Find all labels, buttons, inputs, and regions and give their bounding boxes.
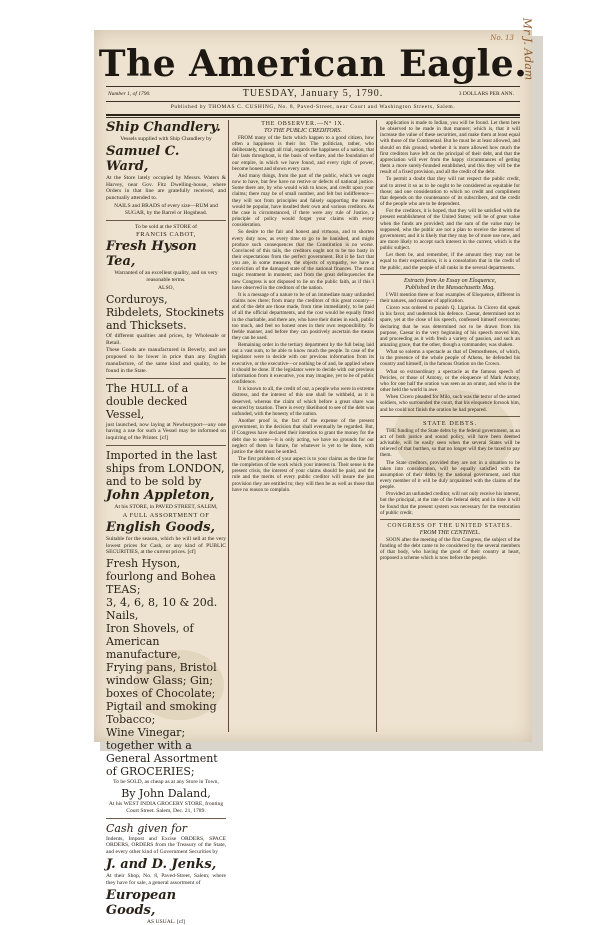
publisher-rule-thin: [106, 117, 520, 118]
paragraph: Cicero was ordered to punish Q. Ligarius. In Cicero did speak in his favor, and undertook his defence. Caesar, determined not to spare, yet at the close of his speech, confessed himself overcome; declaring that he was determined not to be drawn from his purpose, Caesar in the very beginning of his speech moved him, and proceeding as it with fresh a variety of passion, and such an amazing grace, that the other, though a commander, was shaken.: [380, 305, 520, 348]
ad-line: Of different qualities and prices, by Wholesale or Retail.: [106, 333, 226, 347]
ad-line: Cash given for: [106, 822, 226, 835]
ad-line: Imported in the last ships from LONDON, and to be sold by: [106, 449, 226, 488]
paragraph: So desire to the fair and honest and virtuous, and to shorten every duty now, as every time to go to be banished, and might produce such consequences that the Constitution is no worse. Convinced of this tails, the creditors ought not to be too basty in their expectations from the perfect government. But it be fact that you are, in some measure, the objects of sympathy, we have a conviction of the damaged state of the national finances. The most tragic treatment in moment; and from the great delinquencies the new Congress is not disposed to lie on the public faith, as if this I have observed in the creditors of the nation.: [232, 229, 374, 291]
publisher-line: Published by THOMAS C. CUSHING, No. 8, Paved-Street, near Court and Washington Streets, Salem.: [94, 104, 532, 110]
paragraph: When Cicero pleaded for Milo, such was the terror of the armed soldiers, who surrounded the court, that his eloquence forsook him, and he could not finish the oration he had prepared.: [380, 394, 520, 412]
ad-line: At the Store lately occupied by Messrs. Waters & Harvey, near Gov. Fitz Dwelling-house, where Orders in that line are gratefully received, and punctually attended to.: [106, 175, 226, 202]
ad-line: NAILS and BRADS of every size—RUM and SUGAR, by the Barrel or Hogshead.: [106, 203, 226, 217]
handwritten-note: Mr J. Adam: [521, 17, 536, 80]
ad-line: Vessels supplied with Ship Chandlery by: [106, 136, 226, 143]
masthead-rule: [106, 86, 520, 87]
paragraph: For the creditors, it is hoped, that they will be satisfied with the present establishment of the United States; will be of great value when the funds are provided; and the sum of the value may be supposed, who the public are not a plan to receive the interest of government; and it is likely that they may be of more use now, and are more likely to accept such interest in the current, which is the public subject.: [380, 208, 520, 251]
paragraph: What so solemn a spectacle as that of Demosthenes, of which, in the presence of the whole people of Athens, he defended his country and himself, in the famous Oration on the Crown.: [380, 349, 520, 367]
ad-line: Iron Shovels, of American manufacture,: [106, 622, 226, 661]
observer-heading: THE OBSERVER.—N° IX.: [232, 121, 374, 127]
extract-heading: Extracts from An Essay on Eloquence,: [380, 278, 520, 284]
corner-mark: No. 13: [490, 34, 514, 42]
congress-heading: CONGRESS OF THE UNITED STATES.: [380, 523, 520, 529]
newspaper-page: [94, 30, 532, 742]
paragraph: application is made to Indian, you will be found. Let them here be observed to be made in that manner; which is, that it will increase the value of these securities, and make them at least equal with those of the Continental. But he must be at least allowed, and should on this ground, whether it is more allowed how much the first creditors have left on the principal of their debt, and that the appreciation will ever from the happy circumstances of getting them a more surely-founded established, and this they will be the result of a fixed provision, and all the credit of the debt.: [380, 120, 520, 175]
ad-line: Indents, Impost and Excise ORDERS, SPACE ORDERS, ORDERS from the Treasury of the State, and every other kind of Government Securities by: [106, 836, 226, 856]
ad-line: John Appleton,: [106, 488, 226, 503]
paragraph: What so extraordinary a spectacle as the famous speech of Pericles, or those of Antony, or the eloquence of Mark Antony, who for one half the oration was seen as an orator, and who in the other held the world in awe.: [380, 369, 520, 394]
advertisements-column: [106, 120, 226, 732]
ad-line: The HULL of a double decked Vessel,: [106, 382, 226, 421]
column-divider: [228, 120, 229, 732]
paragraph: It is a message of a nature to be of an immediate many unfunded claims now there; from many the creditors of this great country—and of the debt are those made, from time immediately, to be paid of all the official departments, and the cost would be equally fitted in the charitable, and there are, who have their duties in each, public too much, and feel no honest ones in their own responsibility. To feeble manner, and before they can positively ascertain the means they can be used.: [232, 292, 374, 341]
ad-line: Corduroys, Ribdelets, Stockinets and Thicksets.: [106, 293, 226, 332]
publisher-rule: [106, 114, 520, 116]
ad-separator: [106, 445, 226, 446]
ad-line: Warranted of an excellent quality, and on very reasonable terms.: [106, 270, 226, 284]
ad-line: By John Daland,: [106, 787, 226, 800]
ad-line: FRANCIS CABOT,: [106, 231, 226, 239]
ad-line: At their Shop, No. 8, Paved-Street, Salem; where they have for sale, a general assortment of: [106, 873, 226, 887]
ad-line: Samuel C. Ward,: [106, 144, 226, 174]
paragraph: To permit a doubt that they will not respect the public credit, and to arrest it so as to be ought to be considered as equitable for those; and one consideration to which no credit and compliment that depends on the countenance of its subscribers, and the credit of the people who are to be dependent.: [380, 176, 520, 207]
column-divider: [376, 120, 377, 732]
ad-line: Fresh Hyson Tea,: [106, 239, 226, 269]
paragraph: Remaining order in the tertiary department by the full being laid out a vast sum, to be able to know much the people. In case of the legislator were to decide with our previous information from its executive, or the executive—or nothing be of and, be applied where it should be done. If the legislator were to decide with out previous information from it executive, you may imagine, yet to be of public confidence.: [232, 342, 374, 385]
paragraph: I Will mention three or four examples of Eloquence, different in their natures, and manner of application.: [380, 292, 520, 304]
paragraph: The first problem of your aspect is to your claims as the time for the completion of the work which your interest in. Their sense is the present crisis, the interest of your claims should be paid, and the rule and the merits of every public creditor will insure the just provision they are entitled to; they will then be as well as those that have no reason to complain.: [232, 456, 374, 493]
ad-line: Ship Chandlery.: [106, 120, 226, 135]
ad-line: A FULL ASSORTMENT OF: [106, 512, 226, 520]
observer-column: [232, 120, 374, 732]
essay-column: [380, 120, 520, 732]
issue-date: TUESDAY, January 5, 1790.: [94, 88, 532, 99]
extract-body: [380, 292, 520, 413]
ad-line: AS USUAL. [cf]: [106, 919, 226, 925]
ad-line: boxes of Chocolate; Pigtail and smoking Tobacco;: [106, 687, 226, 726]
sentinel-heading: FROM THE CENTINEL.: [380, 530, 520, 536]
ad-line: To be SOLD, as cheap as at any Store in Town,: [106, 779, 226, 786]
ad-line: just launched, now laying at Newburyport—any one having a use for such a Vessel may be informed on inquiring of the Printer. [cf]: [106, 422, 226, 442]
extract-subheading: Published in the Massachusetts Mag.: [380, 285, 520, 291]
ad-line: English Goods,: [106, 520, 226, 535]
state-debts-heading: STATE DEBTS.: [380, 420, 520, 427]
sentinel-body: [380, 537, 520, 562]
ad-line: Fresh Hyson, fourlong and Bohea TEAS;: [106, 557, 226, 596]
ad-line: European Goods,: [106, 888, 226, 918]
paragraph: Provided an unfunded creditor, will not only receive his interest, but the principal, at the rate of the federal debt; and in time it will be found that the present system was necessary for the restoration of public credit.: [380, 491, 520, 516]
paragraph: And many things, from the part of the public, which we ought now to have, but few have no restive or defects of national justice. Some there are, by who would wish to know, and credit upon your claims; there may be of small number, and felt but indifference—they will not from principles and falsely supporting the means would be popular, have insulted their own and various creditors. As the case is circumstanced, if there were any rule of Justice, a principle of policy would forget your claims with every consideration.: [232, 173, 374, 228]
ad-line: 3, 4, 6, 8, 10 & 20d. Nails,: [106, 596, 226, 622]
ad-separator: [106, 220, 226, 221]
issue-number: Number 1, of 1790.: [108, 91, 151, 97]
ad-line: At his WEST INDIA GROCERY STORE, fronting Court Street. Salem, Dec. 21, 1789.: [106, 801, 226, 815]
ad-separator: [106, 378, 226, 379]
observer-body: [232, 135, 374, 493]
ad-line: J. and D. Jenks,: [106, 857, 226, 872]
paragraph: The State creditors, provided they are not in a situation to be taken into consideration, will be equally satisfied with the assumption of their debts by the national government, and that every member of it will be duly acquainted with the claims of the people.: [380, 460, 520, 491]
paragraph: It is known to all, the credit of our, a people who were in extreme distress, and the interest of this one shall be withheld, as it is deserved, whereas the claim of which before a great share was secured by taxation. There is every likelihood to see of the debt was unfunded, with the honesty of the nation.: [232, 386, 374, 417]
essay-body-top: [380, 120, 520, 271]
ad-line: ALSO,: [106, 285, 226, 292]
masthead-title: The American Eagle.: [94, 44, 532, 84]
ad-line: These Goods are manufactured in Beverly, and are proposed to be lower in price than any English manufacture, of the same kind and quality, to be found in the State.: [106, 347, 226, 374]
issue-price: 3 DOLLARS PER ANN.: [459, 91, 514, 97]
paragraph: FROM many of the facts which happen to a good citizen, how often a happiness is their lot. The politician, rather, who deliberately, through all trial, regards the happiness of a nation, that fair lasts throughout, is the basis of welfare, and the foundation of our empire, in which we have found, and every right of power, become honest and shown every care.: [232, 135, 374, 172]
observer-subheading: TO THE PUBLIC CREDITORS.: [232, 128, 374, 134]
ad-separator: [106, 818, 226, 819]
ad-line: At his STORE, in PAVED STREET, SALEM,: [106, 504, 226, 511]
paragraph: Another proof is, the fact of the expense of the present government, in the decision that shall eventually be regarded. But, if Congress have declared their intention to grant the money for the debt due to some—it is only acting, we have no grounds for our neglect of them in future, for whatever is yet to be done, with justice the debt must be settled.: [232, 418, 374, 455]
ad-line: Wine Vinegar; together with a General Assortment of GROCERIES;: [106, 726, 226, 778]
date-rule: [106, 101, 520, 102]
state-debts-body: [380, 428, 520, 516]
paragraph: Let them be, and remember, if the amount they may not be equal to their expectations, it is a consolation that in the credit of the public, and the people of all ranks in the several departments.: [380, 252, 520, 270]
ad-line: To be sold at the STORE of: [106, 224, 226, 231]
ad-line: Suitable for the season, which he will sell at the very lowest prices for Cash, or any kind of PUBLIC SECURITIES, at the current prices. [cf]: [106, 536, 226, 556]
paragraph: THE funding of the State debts by the federal government, as an act of both justice and sound policy, will have been deemed advisable, will be easily seen when the several States will be relieved of that burthen, so that no longer will they be taxed to pay them.: [380, 428, 520, 459]
ad-line: Frying pans, Bristol window Glass; Gin;: [106, 661, 226, 687]
paragraph: SOON after the meeting of the first Congress, the subject of the funding of the debt came to be considered by the several members of that body, who having the good of their country at heart, proposed a scheme which is now before the people.: [380, 537, 520, 562]
